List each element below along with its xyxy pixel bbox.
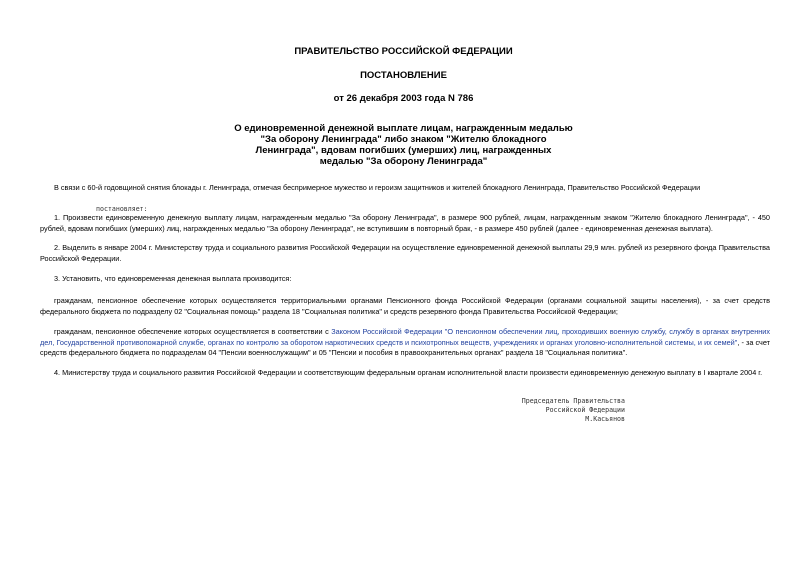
paragraph-3a: гражданам, пенсионное обеспечение которых осуществляется территориальными органами Пенсионного фонда Российской Федерации (органами социальной защиты населения), - за счет средств федерального бюджета по подразделу 02 "Социальная помощь" раздела 18 "Социальная политика" и средств резервного фонда Правительства Российской Федерации; [40,296,770,316]
signature-line-2: Российской Федерации [545,406,625,414]
paragraph-3b-start: гражданам, пенсионное обеспечение которых осуществляется в соответствии с [54,327,332,336]
doc-type-heading: ПОСТАНОВЛЕНИЕ [360,70,447,81]
paragraph-4: 4. Министерству труда и социального развития Российской Федерации и соответствующим федеральным органам исполнительной власти произвести единовременную денежную выплату в I квартале 2004 г. [54,368,763,377]
paragraph-3: 3. Установить, что единовременная денежная выплата производится: [54,274,292,283]
doc-title-line-2: "За оборону Ленинграда" либо знаком "Жителю блокадного [260,134,547,145]
doc-title-line-3: Ленинграда", вдовам погибших (умерших) лиц, награжденных [255,145,552,156]
paragraph-2: 2. Выделить в январе 2004 г. Министерству труда и социального развития Российской Федерации на осуществление единовременной денежной выплаты 29,9 млн. рублей из резервного фонда Правительства Российской Федерации. [40,243,770,263]
date-number-heading: от 26 декабря 2003 года N 786 [333,93,474,104]
signature-line-3: М.Касьянов [585,415,625,423]
government-heading: ПРАВИТЕЛЬСТВО РОССИЙСКОЙ ФЕДЕРАЦИИ [294,46,513,57]
paragraph-3b [40,327,770,359]
intro-paragraph: В связи с 60-й годовщиной снятия блокады г. Ленинграда, отмечая беспримерное мужество и героизм защитников и жителей блокадного Ленинграда, Правительство Российской Федерации [54,183,701,192]
paragraph-1: 1. Произвести единовременную денежную выплату лицам, награжденным медалью "За оборону Ленинграда", в размере 900 рублей, лицам, награжденным знаком "Жителю блокадного Ленинграда", - 450 рублей, вдовам погибших (умерших) лиц, награжденных медалью "За оборону Ленинграда", не вступившим в повторный брак, - в размере 450 рублей (далее - единовременная денежная выплата). [40,213,770,233]
decree-word: постановляет: [96,205,148,213]
paragraph-3b-end: , - за счет средств федерального бюджета по подразделам 04 "Пенсии военнослужащим" и 05 "Пенсии и пособия в правоохранительных органах" раздела 18 "Социальная политика". [40,337,770,357]
pension-law-link[interactable]: Законом Российской Федерации "О пенсионном обеспечении лиц, проходивших военную службу, службу в органах внутренних дел, Государственной противопожарной службе, органах по контролю за оборотом наркотических средств и психотропных веществ, учреждениях и органах уголовно-исполнительной системы, и их семей" [40,327,771,347]
doc-title-line-1: О единовременной денежной выплате лицам, награжденным медалью [234,123,573,134]
doc-title-line-4: медалью "За оборону Ленинграда" [319,156,488,167]
signature-line-1: Председатель Правительства [521,397,625,405]
